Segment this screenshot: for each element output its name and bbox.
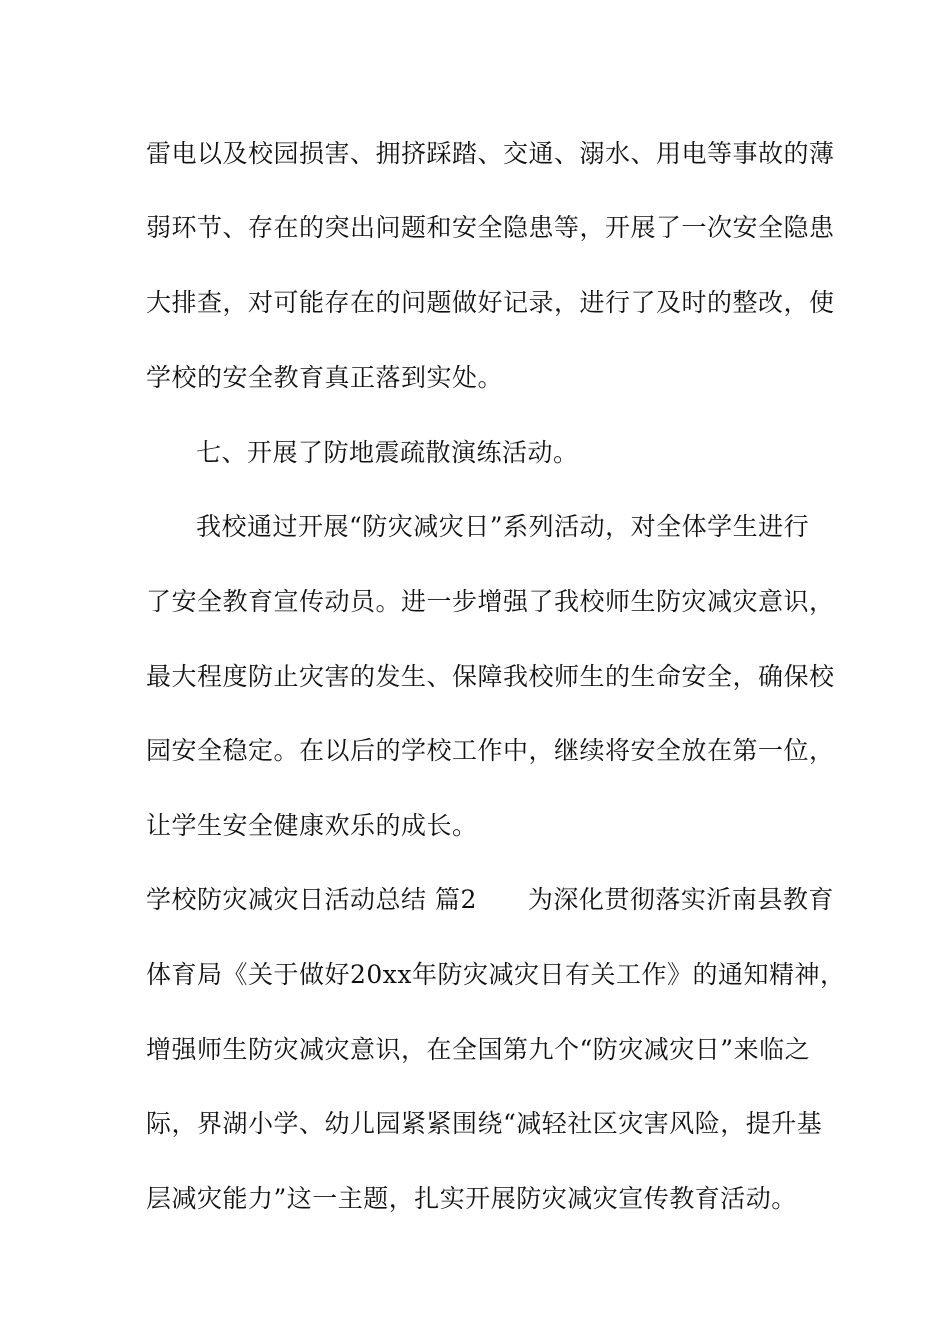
text-line: 大排查，对可能存在的问题做好记录，进行了及时的整改，使 (146, 288, 835, 317)
text-line: 最大程度防止灾害的发生、保障我校师生的生命安全，确保校 (146, 662, 835, 691)
text-line: 弱环节、存在的突出问题和安全隐患等，开展了一次安全隐患 (146, 213, 835, 242)
text-line: 让学生安全健康欢乐的成长。 (146, 811, 478, 840)
section-heading: 七、开展了防地震疏散演练活动。 (196, 438, 579, 467)
text-line: 了安全教育宣传动员。进一步增强了我校师生防灾减灾意识， (146, 587, 835, 616)
text-line: 我校通过开展“防灾减灾日”系列活动，对全体学生进行 (196, 512, 810, 541)
text-line: 层减灾能力”这一主题，扎实开展防灾减灾宣传教育活动。 (146, 1184, 797, 1213)
text-line: 雷电以及校园损害、拥挤踩踏、交通、溺水、用电等事故的薄 (146, 139, 835, 168)
text-line: 园安全稳定。在以后的学校工作中，继续将安全放在第一位， (146, 736, 835, 765)
article-title-line: 学校防灾减灾日活动总结 篇2 为深化贯彻落实沂南县教育 (146, 885, 834, 914)
text-line: 体育局《关于做好20xx年防灾减灾日有关工作》的通知精神， (146, 960, 846, 989)
text-line: 际，界湖小学、幼儿园紧紧围绕“减轻社区灾害风险，提升基 (146, 1109, 823, 1138)
text-line: 学校的安全教育真正落到实处。 (146, 363, 504, 392)
text-line: 增强师生防灾减灾意识，在全国第九个“防灾减灾日”来临之 (146, 1035, 811, 1064)
